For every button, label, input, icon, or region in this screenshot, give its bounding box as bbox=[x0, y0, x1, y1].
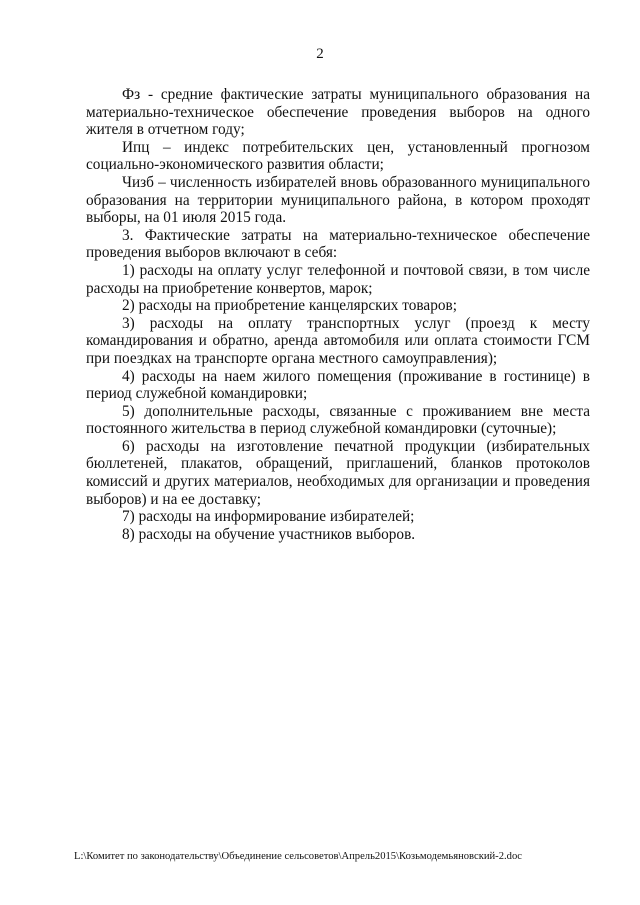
list-item: 5) дополнительные расходы, связанные с проживанием вне места bbox=[122, 402, 590, 420]
text-line: жителя в отчетном году; bbox=[86, 121, 245, 139]
text-line: постоянного жительства в период служебной командировки (суточные); bbox=[86, 420, 557, 438]
list-item: 2) расходы на приобретение канцелярских товаров; bbox=[122, 297, 457, 315]
text-line: материально-техническое обеспечение проведения выборов на одного bbox=[86, 103, 590, 121]
text-line: комиссий и других материалов, необходимых для организации и проведения bbox=[86, 473, 590, 491]
text-line: проведения выборов включают в себя: bbox=[86, 244, 338, 262]
text-line: бюллетеней, плакатов, обращений, приглашений, бланков протоколов bbox=[86, 455, 590, 473]
text-line: период служебной командировки; bbox=[86, 385, 308, 403]
text-line: Чизб – численность избирателей вновь образованного муниципального bbox=[122, 173, 590, 191]
text-line: социально-экономического развития области; bbox=[86, 156, 384, 174]
text-line: Фз - средние фактические затраты муниципального образования на bbox=[122, 86, 590, 103]
text-line: расходы на приобретение конвертов, марок; bbox=[86, 279, 373, 297]
text-line: образования на территории муниципального района, в котором проходят bbox=[86, 191, 590, 209]
list-item: 7) расходы на информирование избирателей; bbox=[122, 508, 415, 526]
page-number: 2 bbox=[316, 46, 324, 62]
text-line: выборы, на 01 июля 2015 года. bbox=[86, 209, 287, 227]
text-line: 3. Фактические затраты на материально-техническое обеспечение bbox=[122, 226, 590, 244]
text-line: Ипц – индекс потребительских цен, установленный прогнозом bbox=[122, 138, 590, 156]
list-item: 8) расходы на обучение участников выборов. bbox=[122, 525, 416, 543]
list-item: 6) расходы на изготовление печатной продукции (избирательных bbox=[122, 437, 590, 455]
list-item: 3) расходы на оплату транспортных услуг (проезд к месту bbox=[122, 314, 590, 332]
text-line: при поездках на транспорте органа местного самоуправления); bbox=[86, 349, 498, 367]
text-line: командирования и обратно, аренда автомобиля или оплата стоимости ГСМ bbox=[86, 332, 590, 350]
list-item: 4) расходы на наем жилого помещения (проживание в гостинице) в bbox=[122, 367, 590, 385]
document-body bbox=[86, 86, 590, 543]
text-line: выборов) и на ее доставку; bbox=[86, 490, 261, 508]
list-item: 1) расходы на оплату услуг телефонной и почтовой связи, в том числе bbox=[122, 261, 590, 279]
file-path-footer: L:\Комитет по законодательству\Объединение сельсоветов\Апрель2015\Козьмодемьяновский-2.doc bbox=[74, 851, 522, 862]
